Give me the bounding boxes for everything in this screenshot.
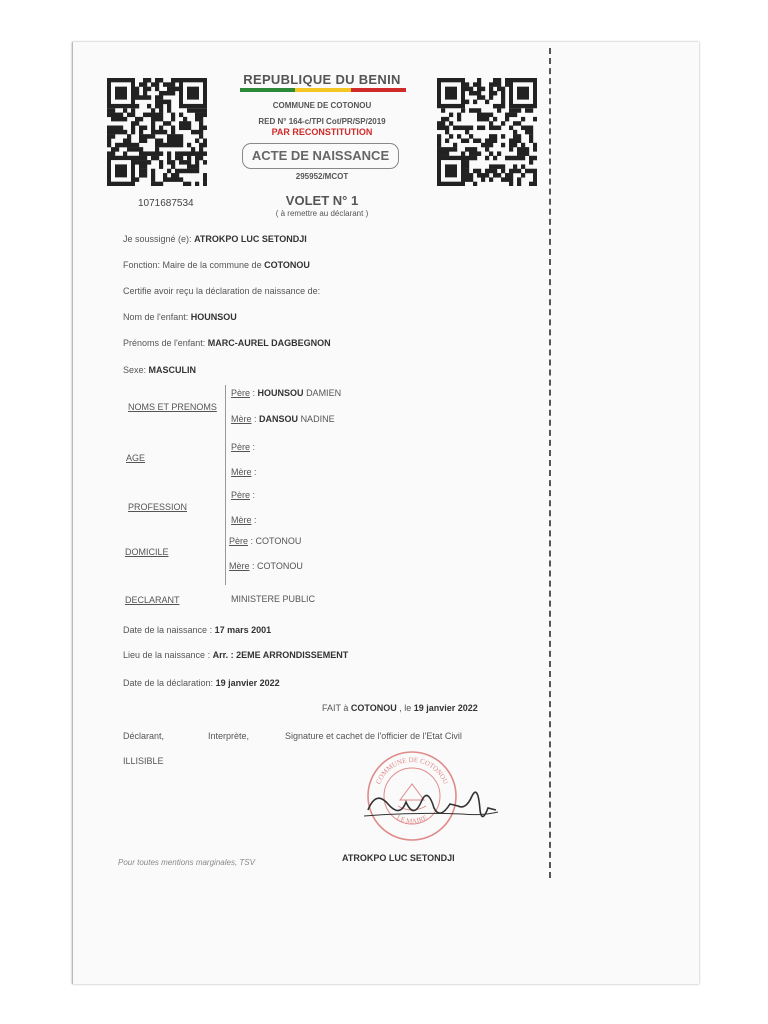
mere-label: Mère (231, 467, 252, 477)
pere-nom-line: Père : HOUNSOU DAMIEN (231, 388, 342, 398)
mere-nom: DANSOU (259, 414, 299, 424)
reconstitution-label: PAR RECONSTITUTION (271, 127, 373, 137)
nom-value: HOUNSOU (190, 312, 237, 322)
registry-number: 295952/MCOT (295, 172, 349, 181)
soussigne-value: ATROKPO LUC SETONDJI (194, 234, 307, 244)
mere-age-line: Mère : (231, 467, 257, 477)
certifie-line: Certifie avoir reçu la déclaration de naissance de: (123, 286, 321, 296)
pere-profession-line: Père : (231, 490, 256, 500)
reference-number: RED N° 164-c/TPI Cot/PR/SP/2019 (258, 117, 386, 126)
pere-age-line: Père : (231, 442, 256, 452)
illisible-text: ILLISIBLE (123, 756, 164, 766)
mere-label: Mère (231, 414, 252, 424)
pere-label: Père (231, 388, 251, 398)
declaration-date-line (123, 678, 280, 688)
pere-label: Père (231, 490, 251, 500)
svg-text:COMMUNE DE COTONOU: COMMUNE DE COTONOU (374, 755, 450, 786)
tear-off-line (549, 48, 551, 878)
pere-label: Père (229, 536, 249, 546)
age-label: AGE (126, 453, 146, 463)
fonction-label: Fonction: Maire de la commune de (123, 260, 262, 270)
prenoms-label: Prénoms de l'enfant: (123, 338, 206, 348)
mere-label: Mère (231, 515, 252, 525)
soussigne-line (123, 234, 307, 244)
declarant-signature-label: Déclarant, (123, 731, 165, 741)
qr-code-right (437, 78, 537, 186)
officier-label: Signature et cachet de l'officier de l'Etat Civil (285, 731, 462, 741)
republic-title: REPUBLIQUE DU BENIN (243, 72, 401, 87)
naissance-date-value: 17 mars 2001 (214, 625, 272, 635)
mere-label: Mère (229, 561, 250, 571)
mere-domicile-line: Mère : COTONOU (229, 561, 303, 571)
nom-label: Nom de l'enfant: (123, 312, 189, 322)
interprete-label: Interprète, (208, 731, 250, 741)
sexe-label: Sexe: (123, 365, 147, 375)
commune-name: COMMUNE DE COTONOU (272, 101, 372, 110)
naissance-lieu-value: Arr. : 2EME ARRONDISSEMENT (212, 650, 349, 660)
mere-domicile: COTONOU (257, 561, 303, 571)
declarant-label: DECLARANT (125, 595, 180, 605)
fait-label: FAIT à (322, 703, 349, 713)
document-title: ACTE DE NAISSANCE (242, 143, 399, 169)
signature-scribble-icon (362, 780, 502, 830)
qr-number: 1071687534 (138, 198, 194, 209)
profession-label: PROFESSION (128, 502, 188, 512)
fait-date: 19 janvier 2022 (413, 703, 478, 713)
fait-ville: COTONOU (350, 703, 397, 713)
declaration-date-value: 19 janvier 2022 (215, 678, 280, 688)
svg-text:LE MAIRE: LE MAIRE (395, 813, 429, 826)
mere-nom-line: Mère : DANSOU NADINE (231, 414, 335, 424)
naissance-date-label: Date de la naissance (123, 625, 208, 635)
naissance-lieu-line: Lieu de la naissance : Arr. : 2EME ARRONDISSEMENT (123, 650, 349, 660)
prenoms-value: MARC-AUREL DAGBEGNON (207, 338, 331, 348)
mere-profession-line: Mère : (231, 515, 257, 525)
qr-code-left (107, 78, 207, 186)
marginal-mentions-note: Pour toutes mentions marginales, TSV (118, 858, 255, 867)
sexe-line (123, 365, 196, 375)
mere-prenom: NADINE (300, 414, 335, 424)
volet-title: VOLET N° 1 (285, 193, 359, 208)
fonction-line (123, 260, 310, 270)
pere-domicile: COTONOU (255, 536, 302, 546)
pere-prenom: DAMIEN (306, 388, 342, 398)
volet-note: ( à remettre au déclarant ) (275, 209, 369, 218)
prenoms-line (123, 338, 331, 348)
pere-nom: HOUNSOU (257, 388, 304, 398)
noms-prenoms-label: NOMS ET PRENOMS (128, 402, 217, 412)
sexe-value: MASCULIN (148, 365, 197, 375)
fait-line (322, 703, 478, 713)
pere-label: Père (231, 442, 251, 452)
signatory-name: ATROKPO LUC SETONDJI (342, 853, 455, 863)
fonction-value: COTONOU (264, 260, 310, 270)
table-divider (225, 385, 226, 585)
domicile-label: DOMICILE (125, 547, 169, 557)
declaration-date-label: Date de la déclaration: (123, 678, 214, 688)
pere-domicile-line: Père : COTONOU (229, 536, 302, 546)
nom-line (123, 312, 237, 322)
naissance-date-line: Date de la naissance : 17 mars 2001 (123, 625, 272, 635)
naissance-lieu-label: Lieu de la naissance (123, 650, 206, 660)
le-label: , le (399, 703, 412, 713)
declarant-value: MINISTERE PUBLIC (231, 594, 316, 604)
soussigne-label: Je soussigné (e): (123, 234, 192, 244)
flag-bar (240, 88, 406, 92)
